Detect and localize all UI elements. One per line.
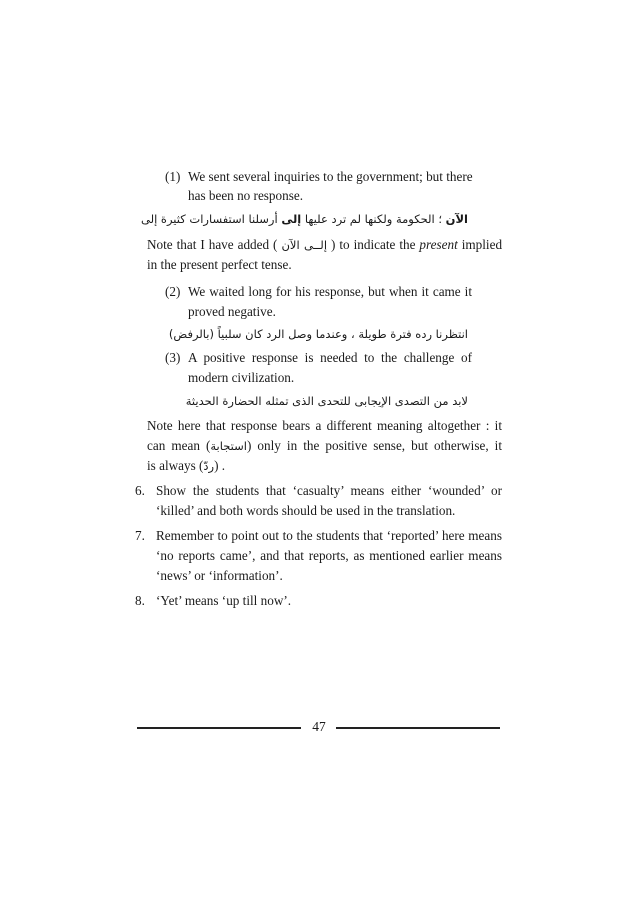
arabic-part-b: أرسلنا استفسارات كثيرة إلى: [140, 212, 278, 226]
item-7-line-2: ‘no reports came’, and that reports, as mentioned earlier means: [156, 548, 502, 563]
example-2-line-1: We waited long for his response, but when it came it: [188, 284, 472, 299]
note-1-arabic: إلــى الآن: [281, 238, 328, 252]
item-6-line-1: Show the students that ‘casualty’ means either ‘wounded’ or: [156, 483, 502, 498]
item-6-number: 6.: [135, 483, 145, 498]
note-2-text-c: is always (: [147, 458, 204, 473]
footer-rule-right: [336, 727, 500, 729]
footer-rule-left: [137, 727, 301, 729]
note-2-line-3: [147, 457, 225, 475]
note-2-line-2: [147, 437, 502, 455]
note-2-text-a: can mean (: [147, 438, 211, 453]
example-3-line-1: A positive response is needed to the challenge of: [188, 350, 472, 365]
example-1-number: (1): [165, 169, 181, 184]
example-2-arabic: انتظرنا رده فترة طويلة ، وعندما وصل الرد كان سلبياً (بالرفض): [168, 327, 468, 341]
note-1-text-c: implied: [461, 237, 503, 252]
arabic-bold-word-2: إلى: [281, 212, 302, 226]
arabic-separator: ؛: [434, 212, 446, 226]
note-2-arabic-1: استجابة: [210, 439, 247, 453]
note-1-text-a: Note that I have added (: [147, 237, 278, 252]
page-number: 47: [312, 719, 326, 734]
item-6-line-2: ‘killed’ and both words should be used in the translation.: [156, 503, 456, 518]
item-7-number: 7.: [135, 528, 145, 543]
item-8-number: 8.: [135, 593, 145, 608]
note-1-line-1: [147, 236, 502, 254]
note-2-line-1: Note here that response bears a different meaning altogether : it: [147, 418, 502, 433]
example-3-number: (3): [165, 350, 181, 365]
note-2-arabic-2: ردّ: [203, 459, 215, 473]
note-2-text-d: ) .: [214, 458, 226, 473]
note-2-text-b: ) only in the positive sense, but otherwise, it: [246, 438, 503, 453]
example-1-line-2: has been no response.: [188, 188, 303, 203]
example-2-line-2: proved negative.: [188, 304, 276, 319]
example-3-line-2: modern civilization.: [188, 370, 295, 385]
item-8-line-1: ‘Yet’ means ‘up till now’.: [156, 593, 292, 608]
arabic-bold-word: الآن: [445, 212, 468, 226]
note-1-italic: present: [419, 237, 458, 252]
example-2-number: (2): [165, 284, 181, 299]
example-3-arabic: لابد من التصدى الإيجابى للتحدى الذى تمثله الحضارة الحديثة: [185, 394, 468, 408]
item-7-line-3: ‘news’ or ‘information’.: [156, 568, 283, 583]
note-1-line-2: in the present perfect tense.: [147, 257, 292, 272]
arabic-part-a: الحكومة ولكنها لم ترد عليها: [304, 212, 435, 226]
item-7-line-1: Remember to point out to the students that ‘reported’ here means: [156, 528, 502, 543]
note-1-text-b: ) to indicate the: [331, 237, 416, 252]
example-1-line-1: We sent several inquiries to the government; but there: [188, 169, 473, 184]
example-1-arabic: [141, 210, 468, 228]
